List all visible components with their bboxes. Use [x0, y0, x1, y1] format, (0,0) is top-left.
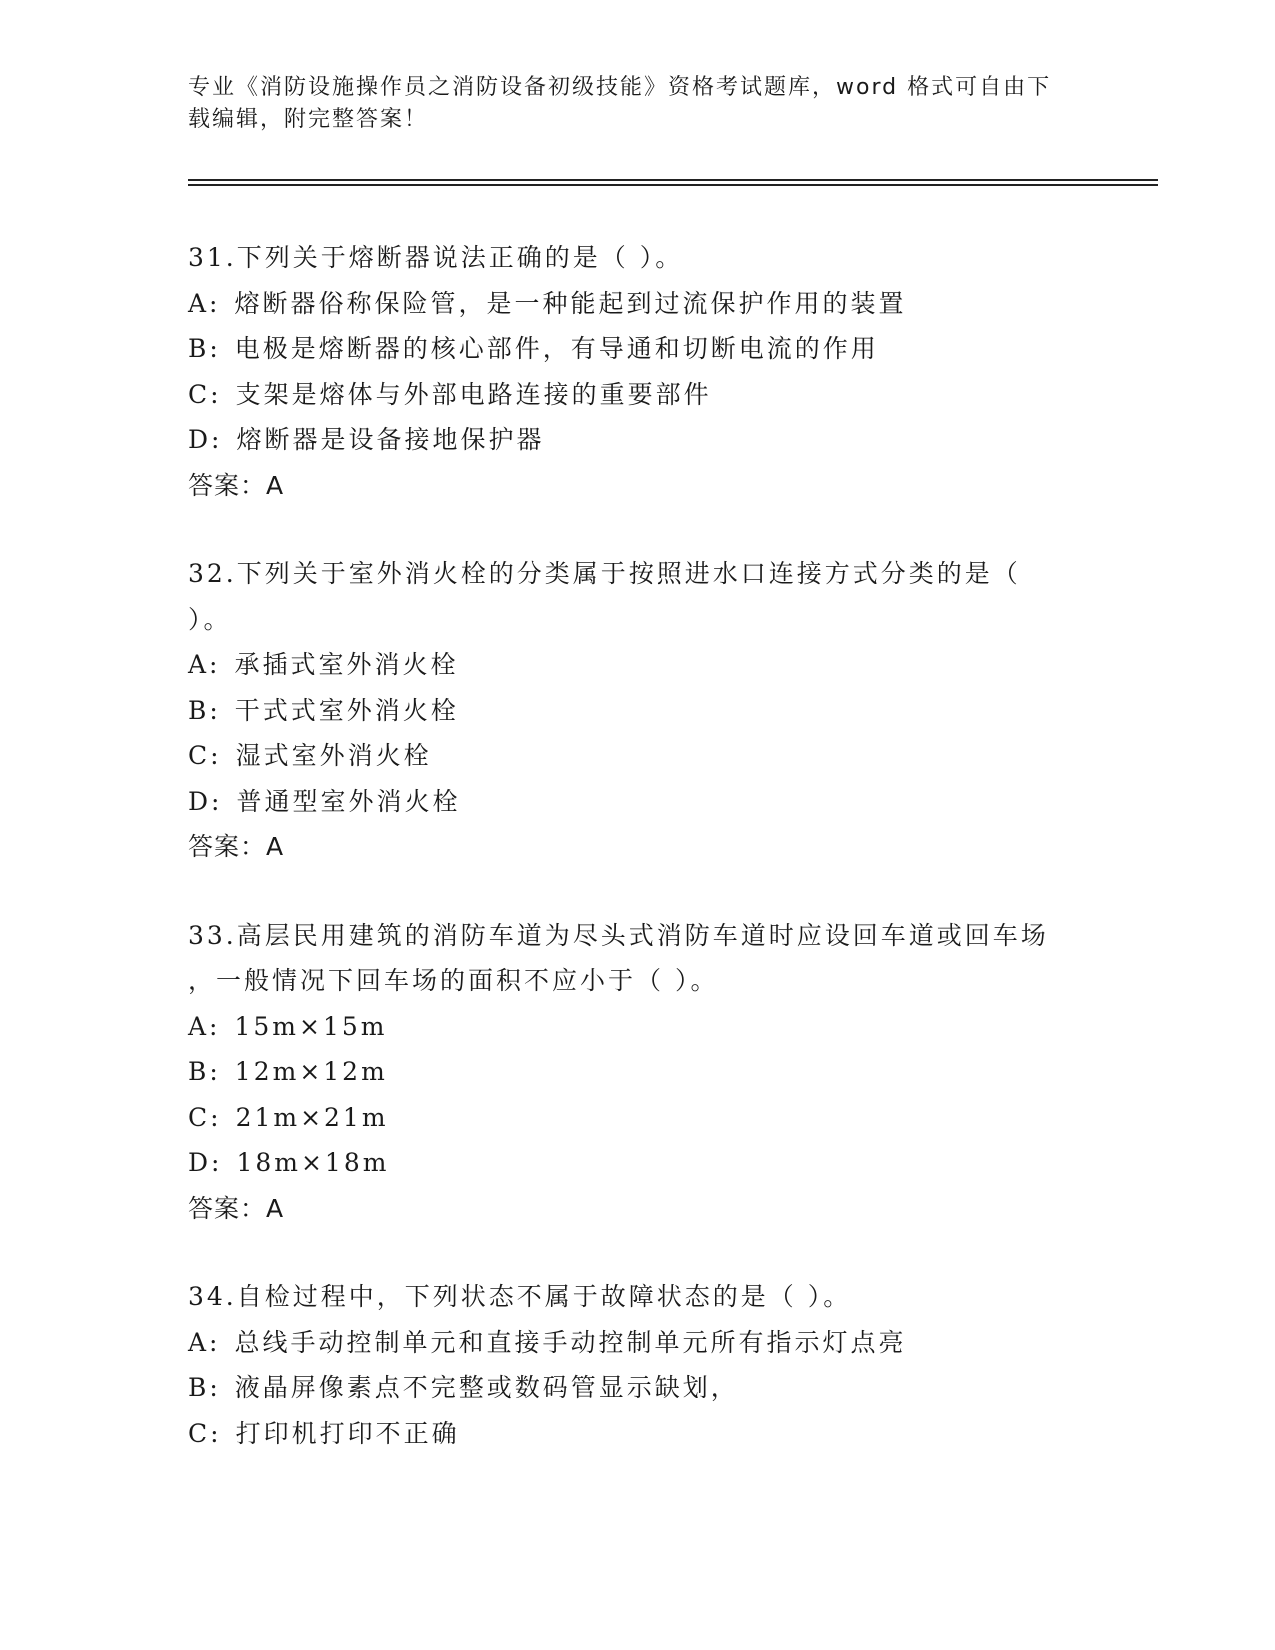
option-key: B:	[188, 695, 221, 725]
option-text: 总线手动控制单元和直接手动控制单元所有指示灯点亮	[234, 1327, 907, 1357]
option-c	[188, 1411, 1088, 1457]
option-key: B:	[188, 334, 221, 363]
option-key: B:	[188, 1373, 221, 1402]
option-key: B:	[188, 1057, 221, 1086]
question-stem: 34.自检过程中，下列状态不属于故障状态的是（ ）。	[188, 1282, 852, 1311]
question-stem: 31.下列关于熔断器说法正确的是（ ）。	[188, 243, 684, 272]
option-key: D:	[188, 1148, 223, 1177]
question-stem: 33.高层民用建筑的消防车道为尽头式消防车道时应设回车道或回车场	[188, 920, 1049, 950]
option-key: D:	[188, 425, 223, 454]
option-text: 湿式室外消火栓	[235, 741, 432, 770]
header-line-2: 载编辑，附完整答案！	[188, 107, 429, 132]
question-31	[188, 235, 1088, 508]
option-key: A:	[188, 1011, 221, 1041]
option-b	[188, 326, 1088, 372]
option-key: A:	[188, 1327, 221, 1357]
option-b	[188, 1049, 1088, 1095]
option-text: 承插式室外消火栓	[234, 650, 459, 679]
option-key: C:	[188, 1102, 222, 1132]
option-key: C:	[188, 1418, 222, 1448]
option-text: 液晶屏像素点不完整或数码管显示缺划，	[234, 1373, 739, 1402]
answer: 答案：A	[188, 470, 285, 500]
option-a	[188, 1004, 1088, 1050]
answer: 答案：A	[188, 1193, 285, 1223]
question-list	[188, 235, 1088, 1499]
option-d	[188, 417, 1088, 463]
option-text: 熔断器俗称保险管，是一种能起到过流保护作用的装置	[234, 288, 907, 318]
option-text: 支架是熔体与外部电路连接的重要部件	[235, 379, 712, 409]
option-text: 21m×21m	[235, 1102, 389, 1132]
option-text: 18m×18m	[236, 1148, 390, 1177]
header-divider-top	[188, 179, 1158, 181]
option-b	[188, 1365, 1088, 1411]
option-text: 干式式室外消火栓	[234, 695, 459, 725]
option-key: A:	[188, 288, 221, 318]
option-a	[188, 642, 1088, 688]
question-34	[188, 1274, 1088, 1456]
option-text: 打印机打印不正确	[235, 1418, 460, 1448]
header-line-1: 专业《消防设施操作员之消防设备初级技能》资格考试题库，word 格式可自由下	[188, 75, 1052, 100]
option-a	[188, 1320, 1088, 1366]
option-text: 熔断器是设备接地保护器	[236, 425, 545, 454]
option-key: C:	[188, 741, 222, 770]
option-text: 15m×15m	[234, 1011, 388, 1041]
question-stem-continued: ，一般情况下回车场的面积不应小于（ ）。	[188, 966, 719, 995]
option-key: A:	[188, 650, 221, 679]
option-c	[188, 372, 1088, 418]
option-text: 普通型室外消火栓	[236, 786, 461, 816]
option-key: C:	[188, 379, 222, 409]
option-c	[188, 733, 1088, 779]
option-text: 12m×12m	[234, 1057, 388, 1086]
option-c	[188, 1095, 1088, 1141]
option-d	[188, 1140, 1088, 1186]
header-divider-bottom	[188, 184, 1158, 186]
question-33	[188, 913, 1088, 1232]
question-stem: 32.下列关于室外消火栓的分类属于按照进水口连接方式分类的是（	[188, 559, 1021, 588]
document-header	[188, 72, 1068, 136]
option-d	[188, 779, 1088, 825]
option-text: 电极是熔断器的核心部件，有导通和切断电流的作用	[234, 334, 879, 363]
option-b	[188, 688, 1088, 734]
question-stem-continued: ）。	[188, 604, 232, 634]
answer: 答案：A	[188, 832, 285, 861]
option-a	[188, 281, 1088, 327]
question-32	[188, 551, 1088, 870]
option-key: D:	[188, 786, 223, 816]
